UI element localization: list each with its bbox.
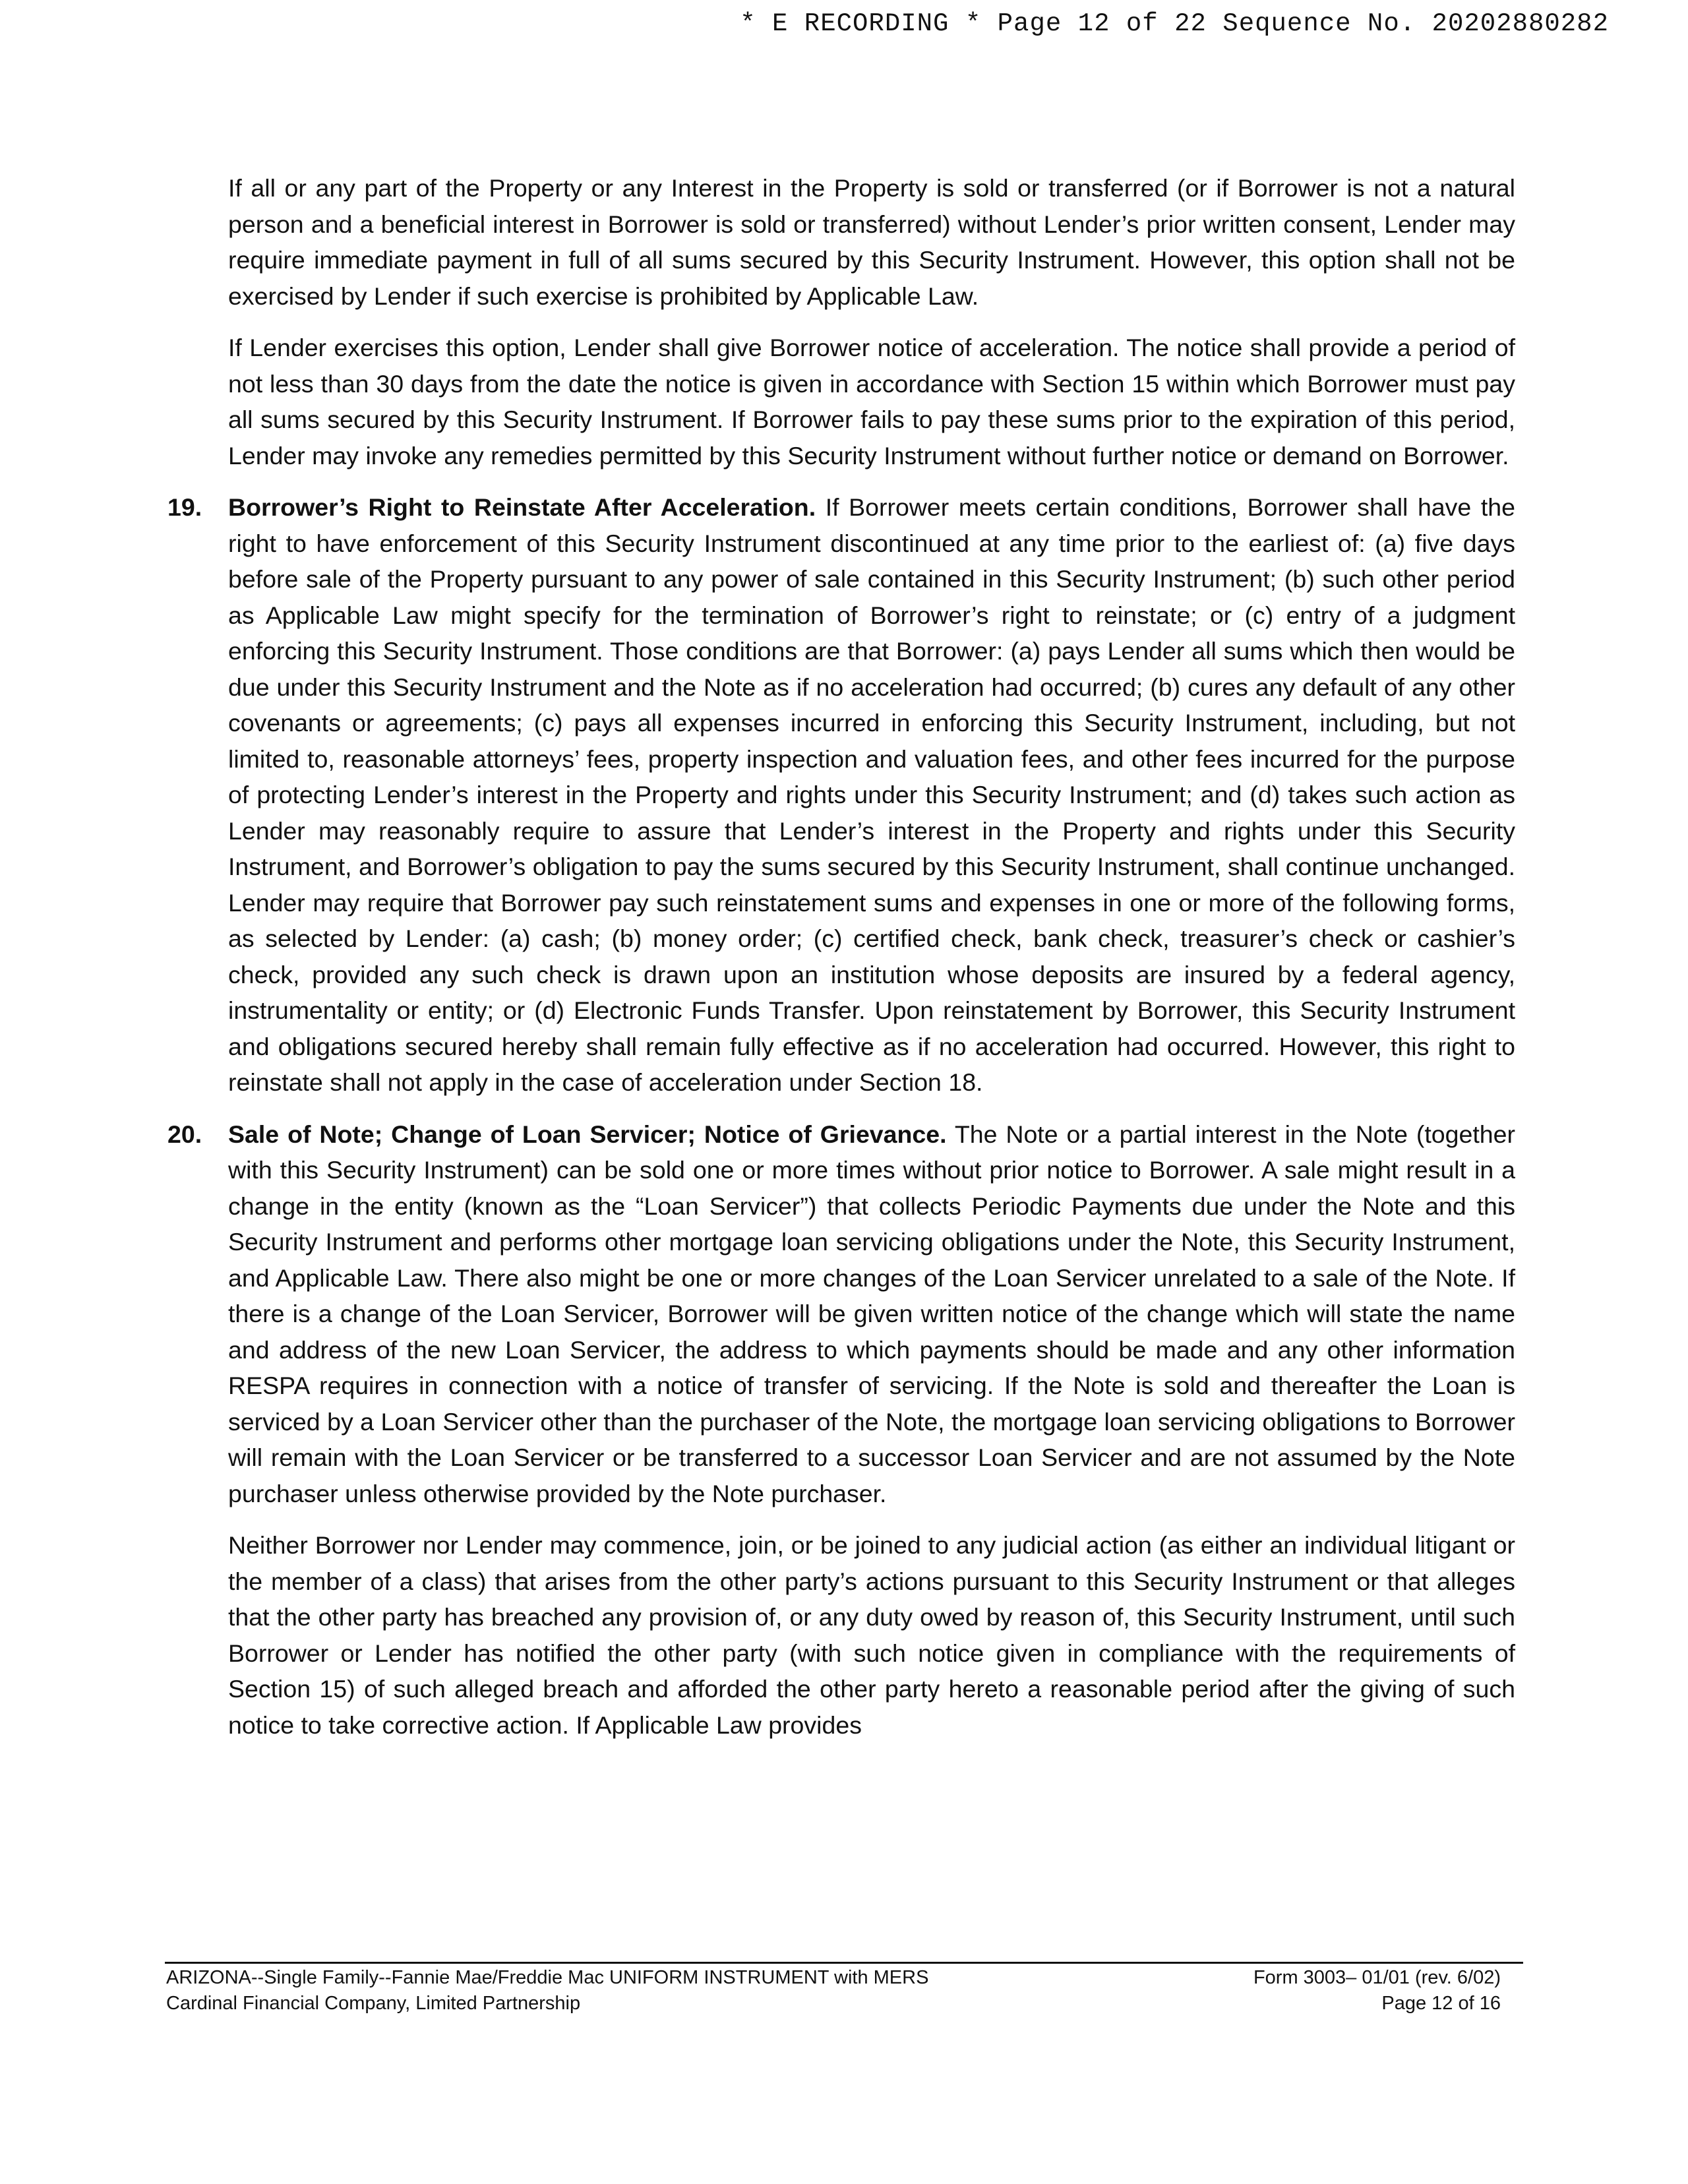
footer-company: Cardinal Financial Company, Limited Partnership [166,1993,581,2014]
paragraph-transfer-of-property: If all or any part of the Property or any Interest in the Property is sold or transferred (or if Borrower is not a natural person and a beneficial interest in Borrower is sold or transferred) without Lender’s prior written consent, Lender may require immediate payment in full of all sums secured by this Security Instrument. However, this option shall not be exercised by Lender if such exercise is prohibited by Applicable Law. [228,174,1515,310]
footer-left [166,1965,928,2017]
footer-form-number: Form 3003– 01/01 (rev. 6/02) [1253,1967,1501,1988]
section-20-text: The Note or a partial interest in the Note (together with this Security Instrument) can be sold one or more times without prior notice to Borrower. A sale might result in a change in the entity (known as the “Loan Servicer”) that collects Periodic Payments due under the Note and this Security Instrument and performs other mortgage loan servicing obligations under the Note, this Security Instrument, and Applicable Law. There also might be one or more changes of the Loan Servicer unrelated to a sale of the Note. If there is a change of the Loan Servicer, Borrower will be given written notice of the change which will state the name and address of the new Loan Servicer, the address to which payments should be made and any other information RESPA requires in connection with a notice of transfer of servicing. If the Note is sold and thereafter the Loan is serviced by a Loan Servicer other than the purchaser of the Note, the mortgage loan servicing obligations to Borrower will remain with the Loan Servicer or be transferred to a successor Loan Servicer and are not assumed by the Note purchaser unless otherwise provided by the Note purchaser. [228,1120,1515,1507]
footer-divider [165,1962,1523,1964]
footer-form-title: ARIZONA--Single Family--Fannie Mae/Freddie Mac UNIFORM INSTRUMENT with MERS [166,1967,929,1988]
section-19-text: If Borrower meets certain conditions, Borrower shall have the right to have enforcement of this Security Instrument discontinued at any time prior to the earliest of: (a) five days before sale of the Property pursuant to any power of sale contained in this Security Instrument; (b) such other period as Applicable Law might specify for the termination of Borrower’s right to reinstate; or (c) entry of a judgment enforcing this Security Instrument. Those conditions are that Borrower: (a) pays Lender all sums which then would be due under this Security Instrument and the Note as if no acceleration had occurred; (b) cures any default of any other covenants or agreements; (c) pays all expenses incurred in enforcing this Security Instrument, including, but not limited to, reasonable attorneys’ fees, property inspection and valuation fees, and other fees incurred for the purpose of protecting Lender’s interest in the Property and rights under this Security Instrument; and (d) takes such action as Lender may reasonably require to assure that Lender’s interest in the Property and rights under this Security Instrument, and Borrower’s obligation to pay the sums secured by this Security Instrument, shall continue unchanged. Lender may require that Borrower pay such reinstatement sums and expenses in one or more of the following forms, as selected by Lender: (a) cash; (b) money order; (c) certified check, bank check, treasurer’s check or cashier’s check, provided any such check is drawn upon an institution whose deposits are insured by a federal agency, instrumentality or entity; or (d) Electronic Funds Transfer. Upon reinstatement by Borrower, this Security Instrument and obligations secured hereby shall remain fully effective as if no acceleration had occurred. However, this right to reinstate shall not apply in the case of acceleration under Section 18. [228,493,1515,1096]
section-20-body [228,1116,1515,1512]
section-20-heading: Sale of Note; Change of Loan Servicer; Notice of Grievance. [228,1120,947,1148]
footer-page-number: Page 12 of 16 [1381,1993,1501,2014]
paragraph-notice-of-acceleration: If Lender exercises this option, Lender shall give Borrower notice of acceleration. The notice shall provide a period of not less than 30 days from the date the notice is given in accordance with Section 15 within which Borrower must pay all sums secured by this Security Instrument. If Borrower fails to pay these sums prior to the expiration of this period, Lender may invoke any remedies permitted by this Security Instrument without further notice or demand on Borrower. [228,334,1515,470]
recording-header: * E RECORDING * Page 12 of 22 Sequence No. 20202880282 [740,9,1609,38]
section-19-number: 19. [167,493,202,521]
section-19 [167,489,1515,1101]
section-19-heading: Borrower’s Right to Reinstate After Acceleration. [228,493,816,521]
section-20 [167,1116,1515,1744]
footer-right [1253,1965,1501,2017]
section-20-number: 20. [167,1120,202,1148]
section-20-paragraph-2: Neither Borrower nor Lender may commence, join, or be joined to any judicial action (as either an individual litigant or the member of a class) that arises from the other party’s actions pursuant to this Security Instrument or that alleges that the other party has breached any provision of, or any duty owed by reason of, this Security Instrument, until such Borrower or Lender has notified the other party (with such notice given in compliance with the requirements of Section 15) of such alleged breach and afforded the other party hereto a reasonable period after the giving of such notice to take corrective action. If Applicable Law provides [228,1531,1515,1739]
document-body [167,170,1515,1759]
section-19-body [228,489,1515,1101]
